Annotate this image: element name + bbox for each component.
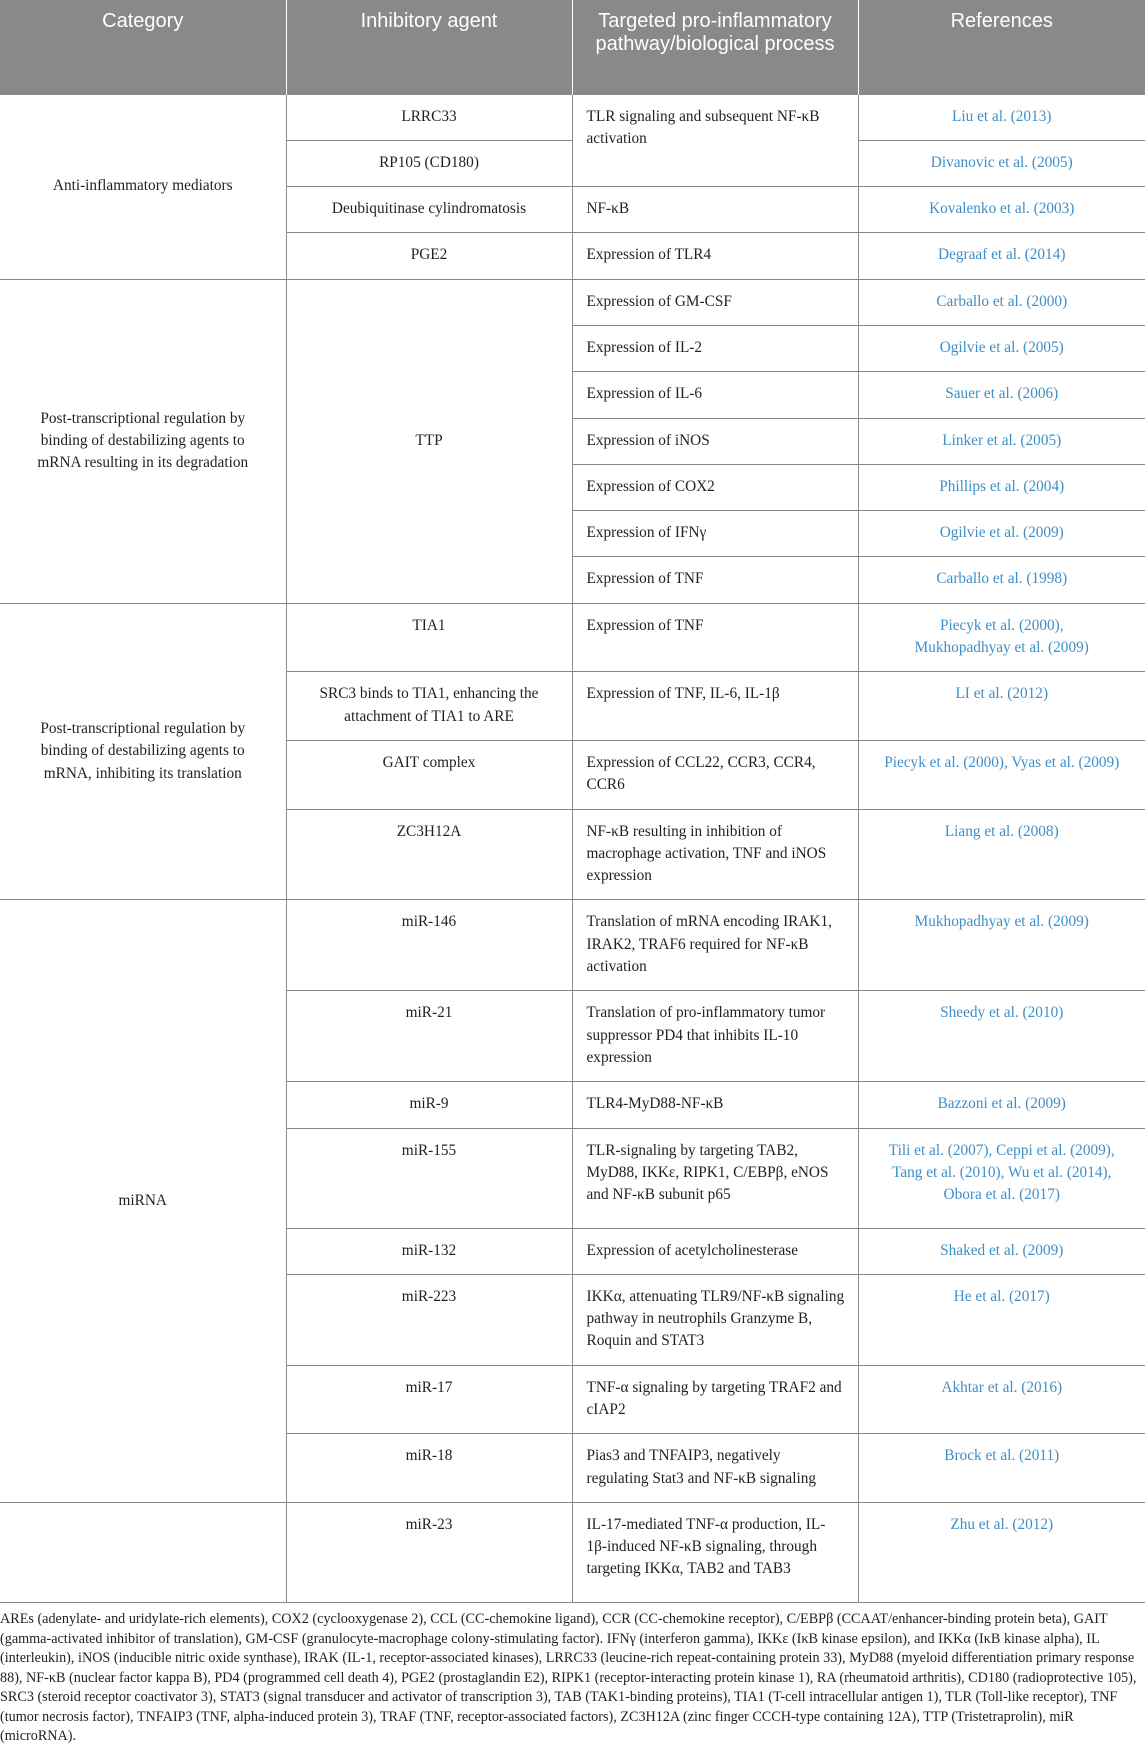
category-cell: Post-transcriptional regulation by binding of destabilizing agents to mRNA resulting in its degradation [0, 279, 286, 603]
header-category: Category [0, 0, 286, 94]
reference-link[interactable]: Sauer et al. (2006) [945, 385, 1059, 403]
reference-cell [858, 1228, 1145, 1274]
reference-link[interactable]: Mukhopadhyay et al. (2009) [914, 913, 1089, 931]
pathway-cell: IL-17-mediated TNF-α production, IL-1β-induced NF-κB signaling, through targeting IKKα, TAB2 and TAB3 [572, 1502, 858, 1602]
reference-link[interactable]: Sheedy et al. (2010) [940, 1004, 1064, 1022]
reference-link[interactable]: Tili et al. (2007), [888, 1141, 993, 1159]
reference-link[interactable]: Phillips et al. (2004) [939, 477, 1065, 495]
reference-cell [858, 603, 1145, 672]
agent-cell: miR-21 [286, 991, 572, 1082]
reference-cell [858, 1502, 1145, 1602]
agent-cell: miR-9 [286, 1082, 572, 1128]
table-row [0, 900, 1145, 991]
reference-cell [858, 279, 1145, 325]
reference-cell [858, 1365, 1145, 1434]
pathway-cell: Expression of IL-2 [572, 325, 858, 371]
agent-cell: miR-132 [286, 1228, 572, 1274]
header-inhibitory-agent: Inhibitory agent [286, 0, 572, 94]
pathway-cell: Translation of pro-inflammatory tumor suppressor PD4 that inhibits IL-10 expression [572, 991, 858, 1082]
pathway-cell: Expression of COX2 [572, 464, 858, 510]
agent-cell: TIA1 [286, 603, 572, 672]
abbreviations-footnote: AREs (adenylate- and uridylate-rich elements), COX2 (cyclooxygenase 2), CCL (CC-chemokine ligand), CCR (CC-chemokine receptor), C/EBPβ (CCAAT/enhancer-binding protein beta), GAIT (gamma-activated inhibitor of translation), GM-CSF (granulocyte-macrophage colony-stimulating factor). IFNγ (interferon gamma), IKKε (IκB kinase epsilon), and IKKα (IκB kinase alpha), IL (interleukin), iNOS (inducible nitric oxide synthase), IRAK (IL-1, receptor-associated kinases), LRRC33 (leucine-rich repeat-containing protein 33), MyD88 (myeloid differentiation primary response 88), NF-κB (nuclear factor kappa B), PD4 (programmed cell death 4), PGE2 (prostaglandin E2), RIPK1 (receptor-interacting protein kinase 1), RA (rheumatoid arthritis), CD180 (radioprotective 105), SRC3 (steroid receptor coactivator 3), STAT3 (signal transducer and activator of transcription 3), TAB (TAK1-binding proteins), TIA1 (T-cell intracellular antigen 1), TLR (Toll-like receptor), TNF (tumor necrosis factor), TNFAIP3 (TNF, alpha-induced protein 3), TRAF (TNF, receptor-associated factors), ZC3H12A (zinc finger CCCH-type containing 12A), TTP (Tristetraprolin), miR (microRNA). [0, 1611, 1137, 1744]
reference-link[interactable]: Ogilvie et al. (2009) [939, 524, 1064, 542]
pathway-cell: Expression of iNOS [572, 418, 858, 464]
reference-cell [858, 140, 1145, 186]
reference-link[interactable]: Obora et al. (2017) [943, 1186, 1060, 1204]
reference-link[interactable]: Ogilvie et al. (2005) [939, 338, 1064, 356]
agent-cell: SRC3 binds to TIA1, enhancing the attachment of TIA1 to ARE [286, 672, 572, 741]
reference-cell [858, 900, 1145, 991]
reference-link[interactable]: Kovalenko et al. (2003) [929, 200, 1075, 218]
reference-cell [858, 464, 1145, 510]
reference-link[interactable]: Liu et al. (2013) [952, 107, 1052, 125]
pathway-cell: Expression of GM-CSF [572, 279, 858, 325]
header-references: References [858, 0, 1145, 94]
reference-cell [858, 233, 1145, 279]
reference-cell [858, 511, 1145, 557]
agent-cell: GAIT complex [286, 740, 572, 809]
pathway-cell: Expression of IL-6 [572, 372, 858, 418]
pathway-cell: Expression of TNF [572, 603, 858, 672]
reference-cell [858, 1128, 1145, 1228]
table-row [0, 94, 1145, 140]
agent-cell: Deubiquitinase cylindromatosis [286, 187, 572, 233]
reference-link[interactable]: Mukhopadhyay et al. (2009) [914, 639, 1089, 657]
table-row [0, 603, 1145, 672]
reference-cell [858, 1434, 1145, 1503]
reference-link[interactable]: Linker et al. (2005) [942, 431, 1062, 449]
agent-cell: miR-18 [286, 1434, 572, 1503]
pathway-cell: Translation of mRNA encoding IRAK1, IRAK2, TRAF6 required for NF-κB activation [572, 900, 858, 991]
agent-cell: miR-23 [286, 1502, 572, 1602]
pathway-cell: TLR-signaling by targeting TAB2, MyD88, IKKε, RIPK1, C/EBPβ, eNOS and NF-κB subunit p65 [572, 1128, 858, 1228]
reference-cell [858, 809, 1145, 900]
agent-cell: RP105 (CD180) [286, 140, 572, 186]
pathway-cell: Expression of acetylcholinesterase [572, 1228, 858, 1274]
header-row [0, 0, 1145, 94]
pathway-cell: Expression of CCL22, CCR3, CCR4, CCR6 [572, 740, 858, 809]
reference-cell [858, 740, 1145, 809]
reference-link[interactable]: LI et al. (2012) [955, 685, 1049, 703]
reference-link[interactable]: Wu et al. (2014), [1007, 1163, 1112, 1181]
reference-link[interactable]: Carballo et al. (1998) [936, 570, 1068, 588]
reference-link[interactable]: Vyas et al. (2009) [1011, 753, 1120, 771]
reference-cell [858, 418, 1145, 464]
agent-cell: PGE2 [286, 233, 572, 279]
reference-cell [858, 672, 1145, 741]
pathway-cell: Pias3 and TNFAIP3, negatively regulating Stat3 and NF-κB signaling [572, 1434, 858, 1503]
reference-cell [858, 1082, 1145, 1128]
pathway-cell: Expression of TLR4 [572, 233, 858, 279]
category-cell: Anti-inflammatory mediators [0, 94, 286, 279]
reference-link[interactable]: Divanovic et al. (2005) [930, 153, 1073, 171]
reference-cell [858, 991, 1145, 1082]
pathway-cell: Expression of TNF, IL-6, IL-1β [572, 672, 858, 741]
reference-cell [858, 325, 1145, 371]
reference-link[interactable]: Bazzoni et al. (2009) [937, 1095, 1066, 1113]
pathway-cell: IKKα, attenuating TLR9/NF-κB signaling pathway in neutrophils Granzyme B, Roquin and STAT3 [572, 1274, 858, 1365]
reference-cell [858, 372, 1145, 418]
reference-link[interactable]: Liang et al. (2008) [944, 822, 1059, 840]
reference-link[interactable]: Zhu et al. (2012) [950, 1515, 1054, 1533]
pathway-cell: NF-κB resulting in inhibition of macrophage activation, TNF and iNOS expression [572, 809, 858, 900]
reference-link[interactable]: Piecyk et al. (2000), [939, 616, 1064, 634]
agent-cell: TTP [286, 279, 572, 603]
pathway-cell: NF-κB [572, 187, 858, 233]
agent-cell: miR-155 [286, 1128, 572, 1228]
category-cell [0, 1502, 286, 1602]
agent-cell: miR-17 [286, 1365, 572, 1434]
reference-link[interactable]: Brock et al. (2011) [944, 1447, 1060, 1465]
pathway-cell: TNF-α signaling by targeting TRAF2 and cIAP2 [572, 1365, 858, 1434]
agent-cell: miR-146 [286, 900, 572, 991]
reference-cell [858, 557, 1145, 603]
reference-cell [858, 94, 1145, 140]
reference-link[interactable]: Carballo et al. (2000) [936, 292, 1068, 310]
reference-link[interactable]: He et al. (2017) [953, 1287, 1050, 1305]
header-targeted-pathway: Targeted pro-inflammatory pathway/biological process [572, 0, 858, 94]
reference-link[interactable]: Degraaf et al. (2014) [938, 246, 1066, 264]
pathway-cell: TLR signaling and subsequent NF-κB activation [572, 94, 858, 187]
agent-cell: ZC3H12A [286, 809, 572, 900]
table-row [0, 1502, 1145, 1602]
agent-cell: LRRC33 [286, 94, 572, 140]
reference-link[interactable]: Tang et al. (2010), [892, 1163, 1005, 1181]
reference-link[interactable]: Shaked et al. (2009) [940, 1241, 1064, 1259]
agent-cell: miR-223 [286, 1274, 572, 1365]
category-cell: miRNA [0, 900, 286, 1502]
category-cell: Post-transcriptional regulation by binding of destabilizing agents to mRNA, inhibiting its translation [0, 603, 286, 900]
reference-link[interactable]: Piecyk et al. (2000), [884, 753, 1008, 771]
reference-cell [858, 1274, 1145, 1365]
table-row [0, 279, 1145, 325]
reference-link[interactable]: Akhtar et al. (2016) [941, 1378, 1063, 1396]
reference-cell [858, 187, 1145, 233]
pathway-cell: TLR4-MyD88-NF-κB [572, 1082, 858, 1128]
reference-link[interactable]: Ceppi et al. (2009), [996, 1141, 1115, 1159]
pathway-cell: Expression of TNF [572, 557, 858, 603]
pathway-cell: Expression of IFNγ [572, 511, 858, 557]
